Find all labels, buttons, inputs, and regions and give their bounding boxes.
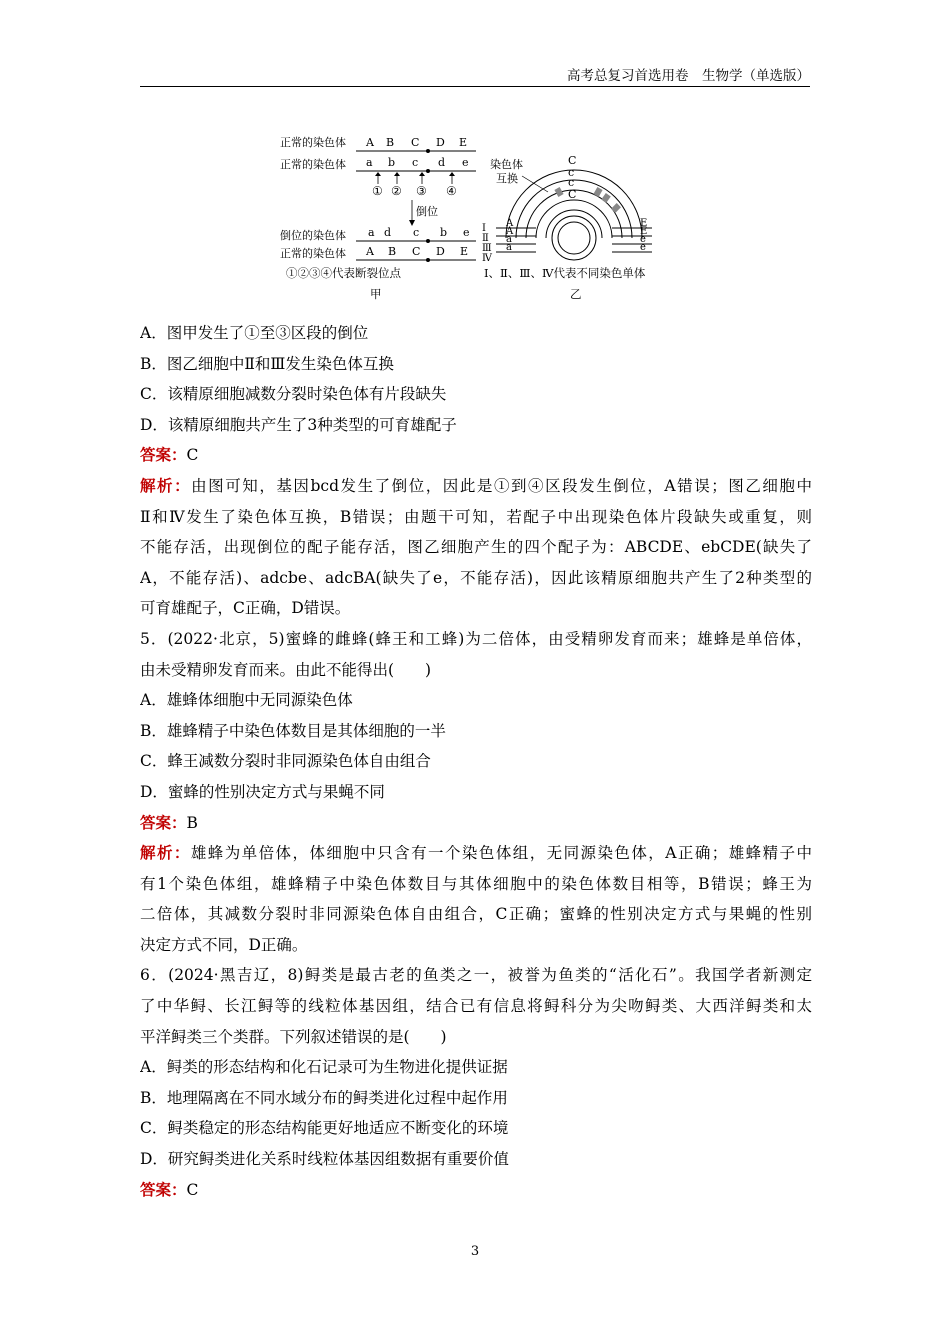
gene: A: [366, 136, 374, 149]
gene: C: [411, 136, 420, 149]
analysis-text: 由图可知，基因bcd发生了倒位，因此是①到④区段发生倒位，A错误；图乙细胞中: [191, 476, 812, 495]
q5-analysis: [140, 838, 812, 869]
q4-option-b: B．图乙细胞中Ⅱ和Ⅲ发生染色体互换: [140, 354, 394, 373]
analysis-line: A，不能存活)、adcbe、adcBA(缺失了e，不能存活)，因此该精原细胞共产生了2种类型的: [140, 568, 812, 587]
yi-legend: Ⅰ、Ⅱ、Ⅲ、Ⅳ代表不同染色单体: [484, 266, 646, 280]
analysis-line: Ⅱ和Ⅳ发生了染色体互换，B错误；由题干可知，若配子中出现染色体片段缺失或重复，则: [140, 507, 812, 526]
gene: D: [436, 136, 445, 149]
answer-label: 答案：: [140, 1179, 187, 1199]
jia-label-normal-3: 正常的染色体: [280, 247, 346, 260]
gene: d: [438, 156, 446, 169]
gene: a: [506, 242, 512, 253]
analysis-line: 有1个染色体组，雄蜂精子中染色体数目与其体细胞中的染色体数目相等，B错误；蜂王为: [140, 874, 812, 893]
jia-label-normal-1: 正常的染色体: [280, 136, 346, 149]
chromatid-label: Ⅳ: [482, 253, 492, 264]
analysis-line: 决定方式不同，D正确。: [140, 935, 308, 954]
gene: C: [568, 154, 577, 167]
gene: e: [640, 234, 646, 245]
q6-answer: [140, 1175, 812, 1206]
gene: C: [412, 245, 421, 258]
jia-label-inverted: 倒位的染色体: [280, 229, 346, 242]
figure-yi: [482, 154, 652, 301]
q4-option-c: C．该精原细胞减数分裂时染色体有片段缺失: [140, 385, 447, 404]
breakpoint-label: ①: [372, 184, 383, 198]
centromere: [426, 239, 430, 243]
centromere: [426, 169, 430, 173]
q5-option-c: C．蜂王减数分裂时非同源染色体自由组合: [140, 752, 431, 771]
q5-option-a: A．雄蜂体细胞中无同源染色体: [140, 691, 353, 710]
answer-label: 答案：: [140, 445, 187, 465]
q6-stem: 了中华鲟、长江鲟等的线粒体基因组，结合已有信息将鲟科分为尖吻鲟类、大西洋鲟类和太: [140, 997, 812, 1016]
answer-value: C: [186, 446, 199, 465]
gene: A: [506, 218, 514, 229]
jia-label-normal-2: 正常的染色体: [280, 158, 346, 171]
analysis-text: 雄蜂为单倍体，体细胞中只含有一个染色体组，无同源染色体，A正确；雄蜂精子中: [190, 844, 812, 863]
q5-answer: [140, 808, 812, 839]
q5-option-d: D．蜜蜂的性别决定方式与果蝇不同: [140, 782, 385, 801]
analysis-label: 解析：: [140, 843, 191, 863]
gene: c: [568, 176, 575, 189]
q5-stem: 由未受精卵发育而来。由此不能得出( ): [140, 660, 432, 679]
q6-option-c: C．鲟类稳定的形态结构能更好地适应不断变化的环境: [140, 1119, 509, 1138]
figure-jia: [280, 135, 476, 301]
chromatid-label: Ⅲ: [482, 243, 492, 254]
page-number: 3: [470, 1244, 480, 1259]
analysis-line: 二倍体，其减数分裂时非同源染色体自由组合，C正确；蜜蜂的性别决定方式与果蝇的性别: [140, 905, 812, 924]
gene: c: [412, 156, 419, 169]
gene: E: [640, 218, 648, 229]
q6-stem: 平洋鲟类三个类群。下列叙述错误的是( ): [140, 1027, 447, 1046]
gene: e: [640, 242, 646, 253]
yi-exchange-label: 染色体: [490, 158, 523, 171]
q5-stem: 5．(2022·北京，5)蜜蜂的雌蜂(蜂王和工蜂)为二倍体，由受精卵发育而来；雄蜂是单倍体，: [140, 629, 812, 648]
gene: e: [462, 156, 469, 169]
gene: d: [384, 226, 392, 239]
gene: E: [459, 136, 468, 149]
gene: a: [368, 226, 375, 239]
page-header: [140, 66, 810, 87]
gene: B: [386, 136, 395, 149]
answer-label: 答案：: [140, 812, 187, 832]
q4-answer: [140, 440, 812, 471]
gene: B: [388, 245, 397, 258]
answer-value: C: [186, 1180, 199, 1199]
gene: e: [463, 226, 470, 239]
jia-caption: 甲: [370, 287, 382, 301]
q5-option-b: B．雄蜂精子中染色体数目是其体细胞的一半: [140, 721, 446, 740]
centromere: [426, 149, 430, 153]
gene: b: [388, 156, 396, 169]
q4-option-a: A．图甲发生了①至③区段的倒位: [140, 324, 369, 342]
analysis-label: 解析：: [140, 475, 192, 495]
gene: a: [506, 234, 512, 245]
q4-option-d: D．该精原细胞共产生了3种类型的可育雄配子: [140, 415, 457, 434]
q6-stem: 6．(2024·黑吉辽，8)鲟类是最古老的鱼类之一，被誉为鱼类的“活化石”。我国学者新测定: [140, 966, 812, 985]
gene: D: [436, 245, 445, 258]
chromatid-label: Ⅰ: [482, 223, 486, 234]
jia-legend: ①②③④代表断裂位点: [286, 266, 401, 280]
q6-option-a: A．鲟类的形态结构和化石记录可为生物进化提供证据: [140, 1058, 508, 1077]
gene: C: [568, 188, 577, 201]
q6-option-d: D．研究鲟类进化关系时线粒体基因组数据有重要价值: [140, 1150, 509, 1169]
answer-value: B: [186, 813, 198, 832]
breakpoint-label: ②: [391, 184, 402, 198]
gene: c: [413, 226, 420, 239]
gene: A: [506, 226, 514, 237]
gene: a: [366, 156, 373, 169]
yi-caption: 乙: [570, 287, 582, 301]
gene: c: [568, 166, 575, 179]
q4-analysis: [140, 471, 812, 502]
header-title: 高考总复习首选用卷 生物学（单选版）: [567, 68, 810, 84]
arrow-label: 倒位: [416, 205, 438, 218]
analysis-line: 不能存活，出现倒位的配子能存活，图乙细胞产生的四个配子为：ABCDE、ebCDE(缺失了: [140, 538, 812, 557]
figure: [270, 124, 690, 306]
q6-option-b: B．地理隔离在不同水域分布的鲟类进化过程中起作用: [140, 1088, 508, 1107]
chromosome-diagram: [270, 124, 690, 306]
gene: E: [640, 226, 648, 237]
centromere: [426, 258, 430, 262]
gene: E: [460, 245, 469, 258]
yi-exchange-label-2: 互换: [496, 172, 518, 185]
breakpoint-label: ③: [416, 184, 427, 198]
analysis-line: 可育雄配子，C正确，D错误。: [140, 599, 351, 618]
gene: A: [366, 245, 374, 258]
page-content: [140, 318, 812, 1205]
breakpoint-label: ④: [446, 184, 457, 198]
chromatid-label: Ⅱ: [482, 233, 489, 244]
gene: b: [440, 226, 448, 239]
